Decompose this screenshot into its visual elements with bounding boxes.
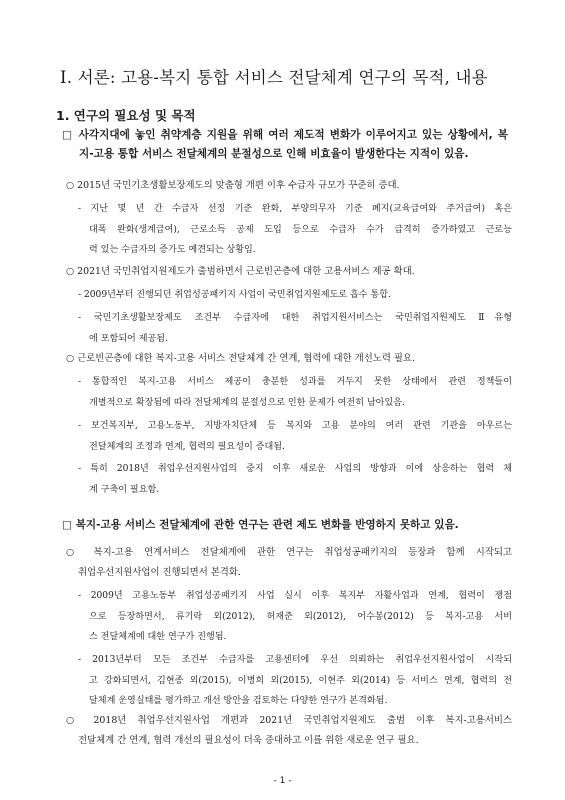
dash-item-7 [78, 586, 512, 648]
circle-item-text: ○ 복지-고용 연계서비스 전달체계에 관한 연구는 취업성공패키지의 등장과 함께 시작되고 [66, 547, 512, 558]
section-title: 1. 연구의 필요성 및 목적 [56, 108, 196, 123]
dash-item-1 [78, 199, 512, 261]
paragraph-line: 지-고용 통합 서비스 전달체계의 분절성으로 인해 비효율이 발생한다는 지적이 있음. [79, 148, 469, 160]
dash-item-line: - 특히 2018년 취업우선지원사업의 중지 이후 새로운 사업의 방향과 이에 상응하는 협력 체 [78, 464, 512, 474]
dash-item-line: - 2009년부터 진행되던 취업성공패키지 사업이 국민취업지원제도로 흡수 통합. [78, 290, 391, 300]
dash-item-line: 스 전달체계에 대한 연구가 진행됨. [89, 632, 227, 642]
dash-item-line: 달체계 운영실태를 평가하고 개선 방안을 검토하는 다양한 연구가 본격화됨. [89, 696, 388, 706]
dash-item-line: 고 강화되면서, 김현종 외(2015), 이병희 외(2015), 이현주 외(2014) 등 서비스 연계, 협력의 전 [89, 675, 512, 686]
dash-item-line: 으로 등장하면서, 류기락 외(2012), 허재준 외(2012), 어수봉(2012) 등 복지-고용 서비 [89, 611, 512, 622]
circle-item-1 [66, 176, 400, 196]
circle-item-4 [66, 543, 512, 583]
dash-item-line: 대폭 완화(생계급여), 근로소득 공제 도입 등으로 수급자 수가 급격히 증가하였고 근로능 [89, 224, 512, 235]
dash-item-line: - 보건복지부, 고용노동부, 지방자치단체 등 복지와 고용 분야의 여러 관련 기관을 아우르는 [78, 421, 512, 431]
dash-item-8 [78, 650, 512, 712]
circle-item-text: 취업우선지원사업이 진행되면서 본격화. [78, 567, 241, 578]
paragraph-line: □ 사각지대에 놓인 취약계층 지원을 위해 여러 제도적 변화가 이루어지고 있는 상황에서, 복 [62, 129, 508, 141]
paragraph-line: □ 복지-고용 서비스 전달체계에 관한 연구는 관련 제도 변화를 반영하지 못하고 있음. [62, 519, 459, 531]
dash-item-line: - 2009년 고용노동부 취업성공패키지 사업 실시 이후 복지부 자활사업과 연계, 협력이 쟁점 [78, 591, 512, 601]
circle-item-text: 전달체계 간 연계, 협력 개선의 필요성이 더욱 증대하고 이를 위한 새로운 연구 필요. [78, 735, 419, 746]
dash-item-line: - 통합적인 복지-고용 서비스 제공이 충분한 성과를 거두지 못한 상태에서 관련 정책들이 [78, 377, 512, 387]
circle-item-3 [66, 349, 415, 369]
circle-item-text: ○ 근로빈곤층에 대한 복지-고용 서비스 전달체계 간 연계, 협력에 대한 개선노력 필요. [66, 353, 415, 364]
circle-item-2 [66, 262, 415, 282]
circle-item-text: ○ 2021년 국민취업지원제도가 출범하면서 근로빈곤층에 대한 고용서비스 제공 확대. [66, 266, 415, 277]
square-bullet-paragraph-1 [62, 126, 508, 164]
dash-item-5 [78, 416, 512, 457]
dash-item-line: - 국민기초생활보장제도 조건부 수급자에 대한 취업지원서비스는 국민취업지원제도 Ⅱ유형 [78, 313, 512, 323]
page-number: - 1 - [273, 776, 292, 786]
dash-item-line: - 지난 몇 년 간 수급자 선정 기준 완화, 부양의무자 기준 폐지(교육급여와 주거급여) 혹은 [78, 204, 512, 214]
dash-item-line: 전달체계의 조정과 연계, 협력의 필요성이 증대됨. [89, 441, 285, 452]
circle-item-text: ○ 2018년 취업우선지원사업 개편과 2021년 국민취업지원제도 출범 이후 복지-고용서비스 [66, 715, 512, 726]
circle-item-text: ○ 2015년 국민기초생활보장제도의 맞춤형 개편 이후 수급자 규모가 꾸준히 증대. [66, 180, 400, 191]
dash-item-line: - 2013년부터 모든 조건부 수급자를 고용센터에 우선 의뢰하는 취업우선지원사업이 시작되 [78, 655, 512, 665]
dash-item-line: 에 포함되어 제공됨. [89, 333, 168, 344]
dash-item-6 [78, 459, 512, 500]
square-bullet-paragraph-2 [62, 516, 459, 535]
dash-item-line: 계 구축이 필요함. [89, 484, 160, 495]
dash-item-line: 력 있는 수급자의 증가도 예견되는 상황임. [89, 245, 256, 255]
dash-item-2 [78, 285, 391, 306]
circle-item-5 [66, 711, 512, 751]
dash-item-4 [78, 372, 512, 413]
dash-item-line: 개별적으로 확장됨에 따라 전달체계의 분절성으로 인한 문제가 여전히 남아있음. [89, 397, 405, 408]
dash-item-3 [78, 308, 512, 349]
chapter-title: Ⅰ. 서론: 고용-복지 통합 서비스 전달체계 연구의 목적, 내용 [60, 68, 488, 87]
